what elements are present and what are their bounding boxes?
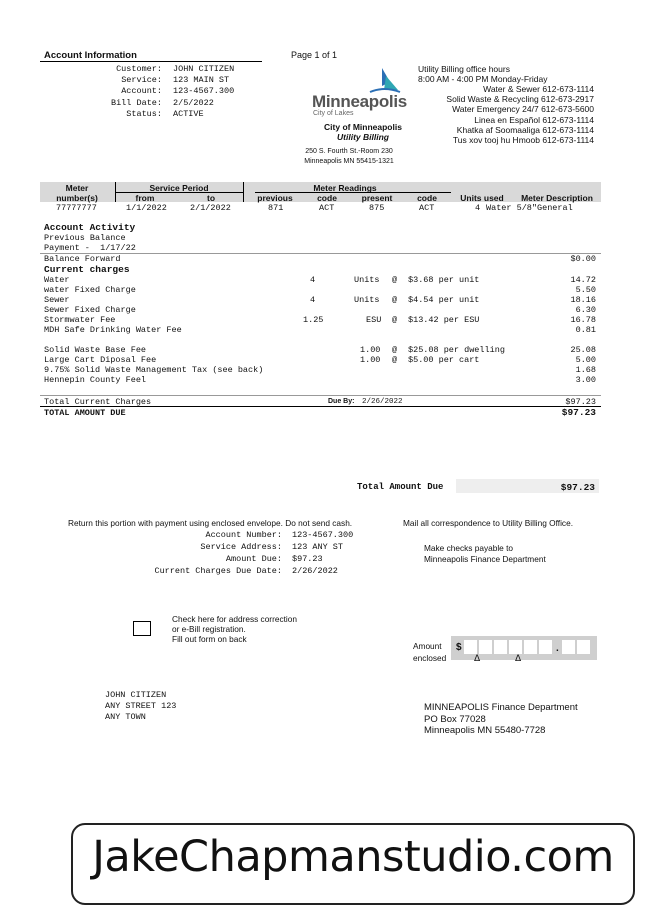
caret-marker: Δ [515, 654, 522, 664]
mail-note: Mail all correspondence to Utility Billing Office. [403, 518, 574, 528]
logo-tagline: City of Lakes [313, 110, 354, 117]
service-address: 123 MAIN ST [173, 75, 230, 86]
charge-row: Stormwater Fee 1.25 ESU @ $13.42 per ESU 16.78 [44, 315, 596, 325]
account-number: 123-4567.300 [173, 86, 235, 97]
col-from: from [135, 193, 155, 203]
charge-row: water Fixed Charge 5.50 [44, 285, 596, 295]
current-charges-title: Current charges [44, 264, 130, 275]
meter-header: Meter [65, 183, 89, 193]
col-meter-description: Meter Description [521, 193, 593, 203]
meter-readings-header: Meter Readings [313, 183, 377, 193]
decimal-point: . [556, 643, 559, 654]
stub-field-labels: Account Number: Service Address: Amount Due: Current Charges Due Date: [154, 530, 282, 576]
stub-total-label: Total Amount Due [357, 482, 444, 492]
account-status: ACTIVE [173, 108, 204, 119]
dept-name: City of Minneapolis [324, 122, 402, 132]
activity-title: Account Activity [44, 222, 136, 233]
payable-note: Make checks payable to Minneapolis Finance Department [424, 543, 546, 564]
service-period-header: Service Period [149, 183, 209, 193]
dollar-sign: $ [456, 642, 462, 653]
col-number: number(s) [56, 193, 98, 203]
col-units-used: Units used [460, 193, 504, 203]
waste-charge-row: Hennepin County Feel 3.00 [44, 375, 596, 385]
remit-address: MINNEAPOLIS Finance Department PO Box 77028 Minneapolis MN 55480-7728 [424, 702, 578, 736]
office-hours: Utility Billing office hours 8:00 AM - 4:00 PM Monday-Friday [418, 64, 548, 84]
account-field-labels: Customer: Service: Account: Bill Date: Status: [110, 64, 162, 119]
account-field-values [173, 64, 234, 120]
col-to: to [206, 193, 216, 203]
page-number: Page 1 of 1 [291, 50, 338, 60]
prev-balance-label: Previous Balance [44, 233, 126, 243]
bill-date: 2/5/2022 [173, 97, 214, 108]
charge-row: Water 4 Units @ $3.68 per unit 14.72 [44, 275, 596, 285]
waste-charge-row: 9.75% Solid Waste Management Tax (see back) 1.68 [44, 365, 596, 375]
col-present: present [361, 193, 393, 203]
customer-mailing-address: JOHN CITIZEN ANY STREET 123 ANY TOWN [105, 690, 177, 722]
stub-field-values: 123-4567.300 123 ANY ST $97.23 2/26/2022 [292, 530, 354, 576]
payment-label: Payment - 1/17/22 [44, 243, 136, 253]
total-due-row: TOTAL AMOUNT DUE $97.23 [44, 407, 596, 418]
customer-name: JOHN CITIZEN [173, 64, 235, 74]
col-code-1: code [317, 193, 337, 203]
col-code-2: code [417, 193, 437, 203]
amount-enclosed-label: Amount enclosed [413, 641, 447, 663]
waste-charge-row: Solid Waste Base Fee 1.00 @ $25.08 per dwelling 25.08 [44, 345, 596, 355]
charge-row: Sewer Fixed Charge 6.30 [44, 305, 596, 315]
total-current-row: Total Current Charges Due By: 2/26/2022 $97.23 [44, 397, 596, 407]
stub-total-amount: $97.23 [560, 482, 595, 493]
charge-row: MDH Safe Drinking Water Fee 0.81 [44, 325, 596, 335]
contact-phones: Water & Sewer 612-673-1114 Solid Waste & Recycling 612-673-2917 Water Emergency 24/7 612-673-5600 Linea en Español 612-673-1114 Khatka af Soomaaliga 612-673-1114 Tus xov tooj hu Hmoob 612-673-1114 [446, 84, 594, 146]
charge-row: Sewer 4 Units @ $4.54 per unit 18.16 [44, 295, 596, 305]
account-info-title: Account Information [44, 50, 137, 61]
divider [40, 61, 262, 62]
meter-row: 77777777 1/1/2022 2/1/2022 871 ACT 875 ACT 4 Water 5/8"General [56, 203, 573, 213]
address-correction-checkbox[interactable] [133, 621, 151, 636]
caret-marker: Δ [474, 654, 481, 664]
watermark-text: JakeChapmanstudio.com [92, 832, 614, 882]
logo-name: Minneapolis [312, 92, 407, 111]
balance-forward-row: Balance Forward $0.00 [44, 254, 596, 264]
dept-address: 250 S. Fourth St.-Room 230 Minneapolis MN 55415-1321 [304, 148, 394, 165]
waste-charge-row: Large Cart Diposal Fee 1.00 @ $5.00 per cart 5.00 [44, 355, 596, 365]
dept-subname: Utility Billing [337, 132, 389, 142]
col-previous: previous [257, 193, 293, 203]
checkbox-note: Check here for address correction or e-Bill registration. Fill out form on back [172, 614, 297, 644]
return-note: Return this portion with payment using enclosed envelope. Do not send cash. [68, 518, 353, 528]
